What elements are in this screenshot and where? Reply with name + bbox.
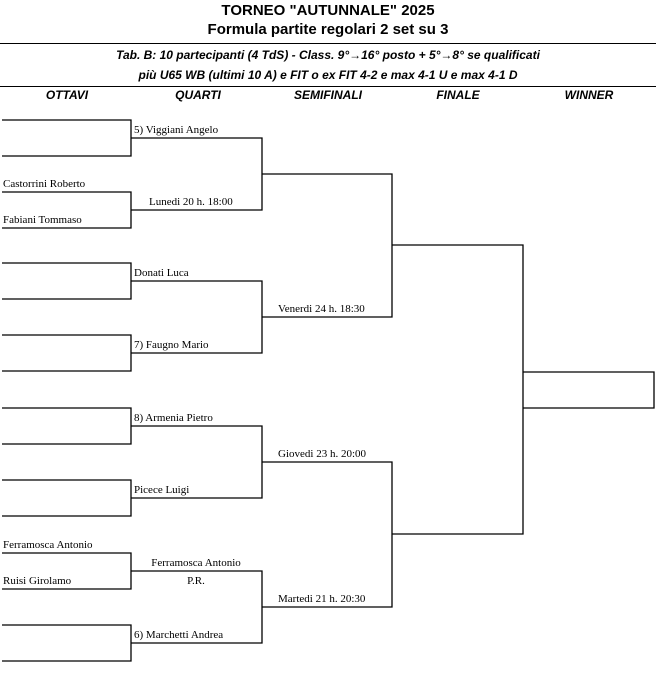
column-header-semifinali: SEMIFINALI	[294, 88, 362, 102]
match-schedule: Lunedi 20 h. 18:00	[149, 196, 233, 208]
quarti-player: 5) Viggiani Angelo	[134, 124, 219, 136]
quarti-player: Donati Luca	[134, 267, 189, 279]
page-subtitle: Formula partite regolari 2 set su 3	[207, 21, 449, 38]
match-schedule: Martedi 21 h. 20:30	[278, 593, 366, 605]
player-note: P.R.	[187, 575, 205, 587]
column-header-winner: WINNER	[564, 88, 614, 102]
quarti-player: 7) Faugno Mario	[134, 339, 209, 351]
column-header-ottavi: OTTAVI	[45, 88, 89, 102]
quarti-player: Picece Luigi	[134, 484, 190, 496]
page-title: TORNEO "AUTUNNALE" 2025	[221, 2, 435, 19]
ottavi-player: Castorrini Roberto	[3, 178, 86, 190]
column-header-finale: FINALE	[436, 88, 480, 102]
quarti-player: 8) Armenia Pietro	[134, 412, 213, 424]
quarti-player: 6) Marchetti Andrea	[134, 629, 224, 641]
ottavi-player: Ruisi Girolamo	[3, 575, 72, 587]
match-schedule: Venerdi 24 h. 18:30	[278, 303, 365, 315]
info-line-2: più U65 WB (ultimi 10 A) e FIT o ex FIT 4-2 e max 4-1 U e max 4-1 D	[138, 68, 518, 82]
match-schedule: Giovedi 23 h. 20:00	[278, 448, 366, 460]
column-header-quarti: QUARTI	[175, 88, 221, 102]
ottavi-player: Ferramosca Antonio	[3, 539, 93, 551]
ottavi-player: Fabiani Tommaso	[3, 214, 82, 226]
info-line-1: Tab. B: 10 partecipanti (4 TdS) - Class. 9°→16° posto + 5°→8° se qualificati	[116, 48, 540, 62]
quarti-player: Ferramosca Antonio	[151, 557, 241, 569]
